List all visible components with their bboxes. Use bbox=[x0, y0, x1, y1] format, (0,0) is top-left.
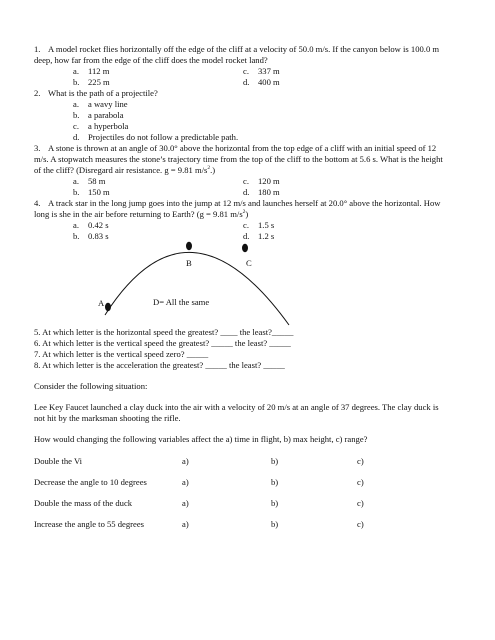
q1-option-letter: b. bbox=[73, 77, 80, 87]
q4-option-letter: c. bbox=[243, 220, 249, 230]
col-a-label: a) bbox=[182, 456, 189, 466]
q5-text: 5. At which letter is the horizontal speed the greatest? ____ the least?_____ bbox=[34, 327, 294, 337]
q2-option-text: a hyperbola bbox=[88, 121, 129, 131]
situation-text-line1: Lee Key Faucet launched a clay duck into the air with a velocity of 20 m/s at an angle of 37 degrees. The clay duck is bbox=[34, 402, 439, 412]
q4-option-text: 0.83 s bbox=[88, 231, 109, 241]
q4-option-text: 1.5 s bbox=[258, 220, 275, 230]
col-a-label: a) bbox=[182, 519, 189, 529]
q8-text: 8. At which letter is the acceleration the greatest? _____ the least? _____ bbox=[34, 360, 285, 370]
q6-text: 6. At which letter is the vertical speed the greatest? _____ the least? _____ bbox=[34, 338, 291, 348]
col-b-label: b) bbox=[271, 498, 279, 508]
q2-number: 2. bbox=[34, 88, 41, 98]
q4-option-text: 1.2 s bbox=[258, 231, 275, 241]
q1-option-letter: a. bbox=[73, 66, 79, 76]
col-b-label: b) bbox=[271, 477, 279, 487]
q2-option-text: a wavy line bbox=[88, 99, 128, 109]
q3-exponent: 2 bbox=[207, 165, 211, 172]
q4-line2-end: ) bbox=[245, 209, 249, 219]
q3-option-text: 58 m bbox=[88, 176, 106, 186]
col-b-label: b) bbox=[271, 519, 279, 529]
col-c-label: c) bbox=[357, 498, 364, 508]
q4-option-letter: b. bbox=[73, 231, 80, 241]
q3-option-text: 150 m bbox=[88, 187, 110, 197]
q1-option-text: 337 m bbox=[258, 66, 280, 76]
q4-number: 4. bbox=[34, 198, 41, 208]
q3-option-text: 120 m bbox=[258, 176, 280, 186]
table-row-label: Decrease the angle to 10 degrees bbox=[34, 477, 147, 487]
q4-line2-text: long is she in the air before returning to Earth? (g = 9.81 m/s bbox=[34, 209, 243, 219]
q3-option-text: 180 m bbox=[258, 187, 280, 197]
label-d: D= All the same bbox=[153, 297, 210, 307]
q4-text-line1: A track star in the long jump goes into the jump at 12 m/s and launches herself at 20.0° above the horizontal. How bbox=[48, 198, 441, 208]
q1-option-letter: c. bbox=[243, 66, 249, 76]
table-row-label: Double the mass of the duck bbox=[34, 498, 133, 508]
col-a-label: a) bbox=[182, 477, 189, 487]
q1-text-line2: deep, how far from the edge of the cliff does the model rocket land? bbox=[34, 55, 268, 65]
q2-option-letter: d. bbox=[73, 132, 80, 142]
q2-option-text: a parabola bbox=[88, 110, 124, 120]
q3-number: 3. bbox=[34, 143, 41, 153]
q3-text-line1: A stone is thrown at an angle of 30.0° above the horizontal from the top edge of a cliff with an initial speed of 12 bbox=[48, 143, 437, 153]
q2-option-letter: b. bbox=[73, 110, 80, 120]
q3-option-letter: b. bbox=[73, 187, 80, 197]
q3-line3-end: .) bbox=[210, 165, 216, 175]
q3-option-letter: d. bbox=[243, 187, 250, 197]
table-row-label: Double the Vi bbox=[34, 456, 83, 466]
situation-prompt: How would changing the following variables affect the a) time in flight, b) max height, c) range? bbox=[34, 434, 368, 444]
col-a-label: a) bbox=[182, 498, 189, 508]
q4-exponent: 2 bbox=[242, 209, 246, 216]
q1-option-text: 225 m bbox=[88, 77, 110, 87]
q7-text: 7. At which letter is the vertical speed zero? _____ bbox=[34, 349, 209, 359]
q4-option-text: 0.42 s bbox=[88, 220, 109, 230]
q3-option-letter: a. bbox=[73, 176, 79, 186]
col-c-label: c) bbox=[357, 477, 364, 487]
q2-option-letter: c. bbox=[73, 121, 79, 131]
label-c: C bbox=[246, 258, 252, 268]
q3-line3-text: of the cliff? (Disregard air resistance. g = 9.81 m/s bbox=[34, 165, 208, 175]
q2-option-letter: a. bbox=[73, 99, 79, 109]
col-b-label: b) bbox=[271, 456, 279, 466]
col-c-label: c) bbox=[357, 456, 364, 466]
situation-intro: Consider the following situation: bbox=[34, 381, 148, 391]
q1-text-line1: A model rocket flies horizontally off the edge of the cliff at a velocity of 50.0 m/s. If the canyon below is 100.0 m bbox=[48, 44, 440, 54]
label-a: A bbox=[98, 298, 105, 308]
q3-text-line2: m/s. A stopwatch measures the stone’s trajectory time from the top of the cliff to the bottom at 5.6 s. What is the height bbox=[34, 154, 443, 164]
situation-text-line2: not hit by the marksman shooting the rifle. bbox=[34, 413, 181, 423]
q4-option-letter: a. bbox=[73, 220, 79, 230]
q3-option-letter: c. bbox=[243, 176, 249, 186]
point-c-marker bbox=[242, 244, 248, 252]
point-a-marker bbox=[105, 303, 111, 311]
q1-number: 1. bbox=[34, 44, 41, 54]
table-row-label: Increase the angle to 55 degrees bbox=[34, 519, 144, 529]
q1-option-text: 112 m bbox=[88, 66, 110, 76]
point-b-marker bbox=[186, 242, 192, 250]
col-c-label: c) bbox=[357, 519, 364, 529]
q1-option-letter: d. bbox=[243, 77, 250, 87]
q2-option-text: Projectiles do not follow a predictable path. bbox=[88, 132, 239, 142]
trajectory-curve bbox=[105, 252, 289, 325]
q2-text: What is the path of a projectile? bbox=[48, 88, 158, 98]
q1-option-text: 400 m bbox=[258, 77, 280, 87]
q4-option-letter: d. bbox=[243, 231, 250, 241]
label-b: B bbox=[186, 258, 192, 268]
